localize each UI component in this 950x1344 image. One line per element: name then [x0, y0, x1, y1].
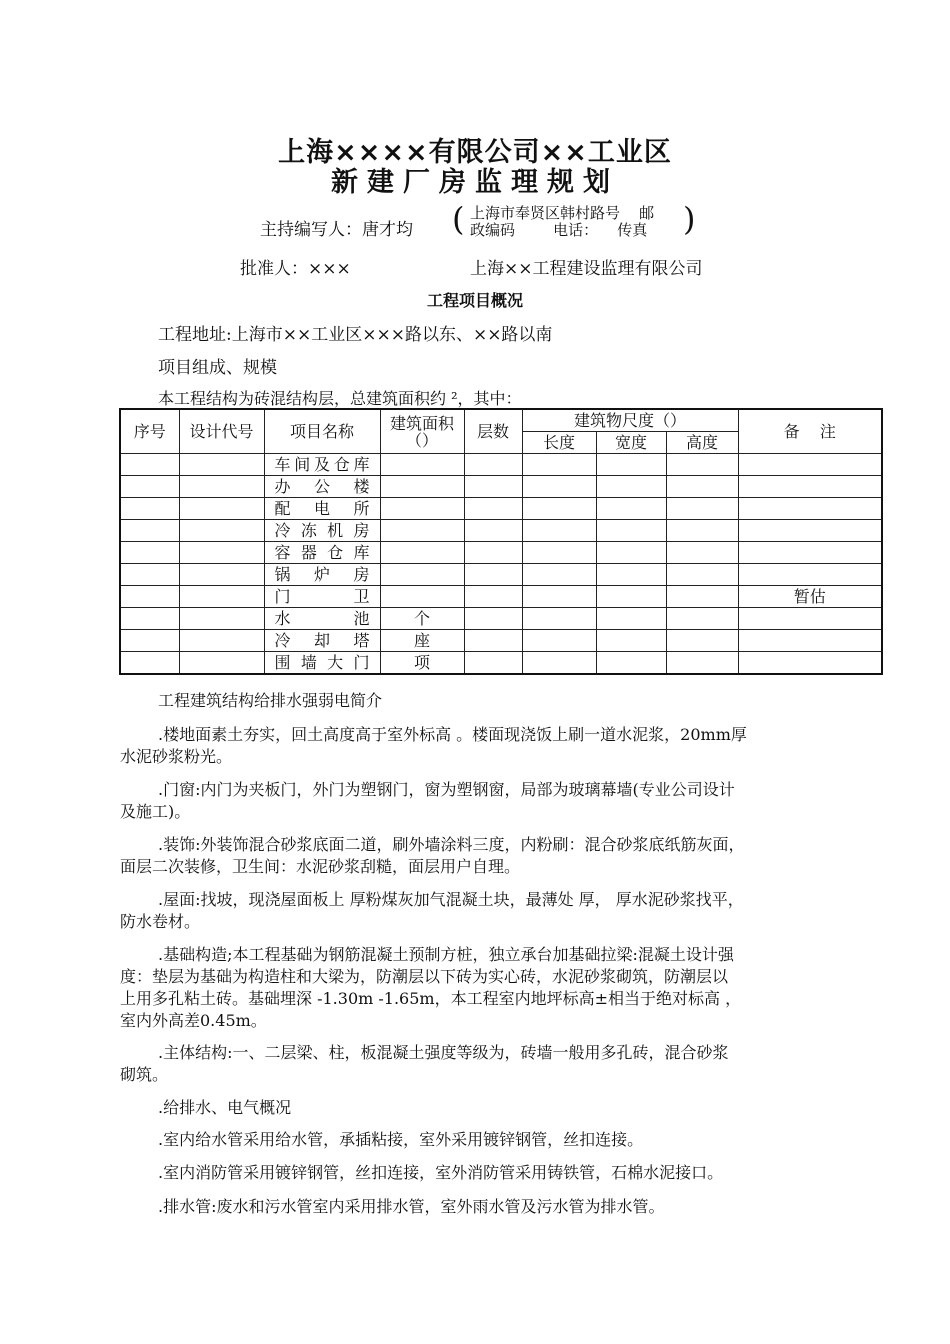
area-cell: 座 — [380, 630, 464, 652]
width-cell — [596, 608, 666, 630]
remark-cell — [738, 652, 882, 675]
address-line-1: 上海市奉贤区韩村路号 邮 — [470, 204, 655, 222]
paragraph-first-line: .排水管:废水和污水管室内采用排水管，室外雨水管及污水管为排水管。 — [158, 1197, 665, 1216]
height-cell — [666, 454, 738, 476]
floors-cell — [464, 586, 522, 608]
paragraph — [120, 1129, 870, 1151]
table-row — [120, 586, 882, 608]
paragraph-first-line: .门窗:内门为夹板门，外门为塑钢门，窗为塑钢窗，局部为玻璃幕墙(专业公司设计 — [158, 780, 735, 799]
table-row — [120, 498, 882, 520]
remark-cell — [738, 520, 882, 542]
seq-cell — [120, 608, 179, 630]
project-address: 工程地址:上海市××工业区×××路以东、××路以南 — [158, 325, 553, 345]
height-cell — [666, 498, 738, 520]
design-code-cell — [179, 498, 264, 520]
paragraph-continuation: 及施工)。 — [120, 802, 191, 821]
paragraph — [120, 944, 870, 1032]
seq-cell — [120, 498, 179, 520]
area-cell: 个 — [380, 608, 464, 630]
height-cell — [666, 652, 738, 675]
width-cell — [596, 630, 666, 652]
document-title-line2: 新建厂房监理规划 — [331, 167, 619, 198]
design-code-cell — [179, 630, 264, 652]
area-cell — [380, 564, 464, 586]
width-cell — [596, 520, 666, 542]
remark-cell: 暂估 — [738, 586, 882, 608]
length-cell — [522, 520, 596, 542]
table-row — [120, 608, 882, 630]
paragraph — [120, 1097, 870, 1119]
header-area: 建筑面积（） — [380, 409, 464, 454]
document-title-line1: 上海××××有限公司××工业区 — [278, 137, 672, 168]
design-code-cell — [179, 564, 264, 586]
area-cell — [380, 454, 464, 476]
area-cell — [380, 476, 464, 498]
floors-cell — [464, 564, 522, 586]
area-cell — [380, 498, 464, 520]
left-parenthesis: ( — [452, 200, 465, 238]
author-line: 主持编写人：唐才均 — [260, 220, 413, 240]
length-cell — [522, 608, 596, 630]
right-parenthesis: ) — [683, 200, 696, 238]
height-cell — [666, 542, 738, 564]
remark-cell — [738, 498, 882, 520]
paragraph-first-line: .给排水、电气概况 — [158, 1098, 292, 1117]
paragraph-continuation: 砌筑。 — [120, 1065, 169, 1084]
height-cell — [666, 586, 738, 608]
paragraph — [120, 1196, 870, 1218]
design-code-cell — [179, 454, 264, 476]
paragraph-first-line: .室内给水管采用给水管，承插粘接，室外采用镀锌钢管，丝扣连接。 — [158, 1130, 644, 1149]
paragraph — [120, 834, 870, 878]
paragraph-first-line: 工程建筑结构给排水强弱电简介 — [158, 691, 383, 710]
area-cell — [380, 586, 464, 608]
table-row — [120, 542, 882, 564]
design-code-cell — [179, 476, 264, 498]
item-name-cell: 办公楼 — [264, 476, 380, 498]
width-cell — [596, 586, 666, 608]
paragraph-continuation: 水泥砂浆粉光。 — [120, 747, 233, 766]
item-name-cell: 冷冻机房 — [264, 520, 380, 542]
header-seq: 序号 — [120, 409, 179, 454]
paragraph-first-line: .室内消防管采用镀锌钢管，丝扣连接，室外消防管采用铸铁管，石棉水泥接口。 — [158, 1163, 724, 1182]
length-cell — [522, 586, 596, 608]
length-cell — [522, 542, 596, 564]
section-heading: 工程项目概况 — [426, 291, 523, 310]
width-cell — [596, 542, 666, 564]
seq-cell — [120, 520, 179, 542]
table-row — [120, 520, 882, 542]
seq-cell — [120, 564, 179, 586]
floors-cell — [464, 520, 522, 542]
floors-cell — [464, 630, 522, 652]
seq-cell — [120, 652, 179, 675]
floors-cell — [464, 652, 522, 675]
remark-cell — [738, 608, 882, 630]
height-cell — [666, 476, 738, 498]
paragraph — [120, 1042, 870, 1086]
item-name-cell: 车间及仓库 — [264, 454, 380, 476]
paragraph — [120, 1162, 870, 1184]
design-code-cell — [179, 608, 264, 630]
floors-cell — [464, 454, 522, 476]
header-item-name: 项目名称 — [264, 409, 380, 454]
header-width: 宽度 — [596, 432, 666, 454]
remark-cell — [738, 476, 882, 498]
length-cell — [522, 630, 596, 652]
design-code-cell — [179, 586, 264, 608]
width-cell — [596, 564, 666, 586]
floors-cell — [464, 498, 522, 520]
paragraph-first-line: .基础构造;本工程基础为钢筋混凝土预制方桩，独立承台加基础拉梁:混凝土设计强 — [158, 945, 734, 964]
item-name-cell: 容器仓库 — [264, 542, 380, 564]
paragraph — [120, 690, 870, 712]
header-remarks: 备 注 — [738, 409, 882, 454]
paragraph-first-line: .楼地面素土夯实，回土高度高于室外标高 。楼面现浇饭上刷一道水泥浆，20mm厚 — [158, 725, 747, 744]
width-cell — [596, 454, 666, 476]
building-table — [119, 408, 883, 675]
item-name-cell: 围墙大门 — [264, 652, 380, 675]
height-cell — [666, 520, 738, 542]
seq-cell — [120, 476, 179, 498]
design-code-cell — [179, 542, 264, 564]
paragraph-first-line: .屋面:找坡，现浇屋面板上 厚粉煤灰加气混凝土块，最薄处 厚， 厚水泥砂浆找平， — [158, 890, 744, 909]
company-name: 上海××工程建设监理有限公司 — [470, 259, 703, 279]
length-cell — [522, 498, 596, 520]
area-cell — [380, 542, 464, 564]
table-row — [120, 564, 882, 586]
remark-cell — [738, 454, 882, 476]
item-name-cell: 配电所 — [264, 498, 380, 520]
header-length: 长度 — [522, 432, 596, 454]
address-line-2: 政编码 电话： 传真 — [470, 221, 648, 239]
table-row — [120, 454, 882, 476]
seq-cell — [120, 542, 179, 564]
project-composition: 项目组成、规模 — [158, 358, 277, 378]
paragraph-continuation: 度：垫层为基础为构造柱和大梁为，防潮层以下砖为实心砖，水泥砂浆砌筑，防潮层以 上用多孔粘土砖。基础埋深 -1.30m -1.65m，本工程室内地坪标高±相当于绝对标高 ， 室内外高差0.45m。 — [120, 967, 742, 1030]
header-height: 高度 — [666, 432, 738, 454]
structure-intro: 本工程结构为砖混结构层，总建筑面积约 ²，其中： — [158, 389, 522, 408]
item-name-cell: 门卫 — [264, 586, 380, 608]
width-cell — [596, 652, 666, 675]
remark-cell — [738, 630, 882, 652]
item-name-cell: 水池 — [264, 608, 380, 630]
item-name-cell: 冷却塔 — [264, 630, 380, 652]
length-cell — [522, 652, 596, 675]
design-code-cell — [179, 520, 264, 542]
remark-cell — [738, 542, 882, 564]
table-row — [120, 476, 882, 498]
header-dimensions: 建筑物尺度（） — [522, 409, 738, 432]
length-cell — [522, 564, 596, 586]
length-cell — [522, 454, 596, 476]
height-cell — [666, 608, 738, 630]
table-row — [120, 652, 882, 675]
paragraph — [120, 779, 870, 823]
height-cell — [666, 630, 738, 652]
paragraph-first-line: .主体结构:一、二层梁、柱，板混凝土强度等级为，砖墙一般用多孔砖，混合砂浆 — [158, 1043, 729, 1062]
paragraph-first-line: .装饰:外装饰混合砂浆底面二道，刷外墙涂料三度，内粉刷：混合砂浆底纸筋灰面， — [158, 835, 745, 854]
width-cell — [596, 476, 666, 498]
floors-cell — [464, 608, 522, 630]
paragraph — [120, 889, 870, 933]
remark-cell — [738, 564, 882, 586]
seq-cell — [120, 630, 179, 652]
seq-cell — [120, 454, 179, 476]
table-row — [120, 630, 882, 652]
paragraph-continuation: 面层二次装修，卫生间：水泥砂浆刮糙，面层用户自理。 — [120, 857, 521, 876]
area-cell — [380, 520, 464, 542]
design-code-cell — [179, 652, 264, 675]
length-cell — [522, 476, 596, 498]
header-floors: 层数 — [464, 409, 522, 454]
height-cell — [666, 564, 738, 586]
floors-cell — [464, 476, 522, 498]
item-name-cell: 锅炉房 — [264, 564, 380, 586]
paragraph — [120, 724, 870, 768]
area-cell: 项 — [380, 652, 464, 675]
approver-line: 批准人：××× — [240, 259, 351, 279]
paragraph-continuation: 防水卷材。 — [120, 912, 201, 931]
header-design-code: 设计代号 — [179, 409, 264, 454]
width-cell — [596, 498, 666, 520]
floors-cell — [464, 542, 522, 564]
seq-cell — [120, 586, 179, 608]
